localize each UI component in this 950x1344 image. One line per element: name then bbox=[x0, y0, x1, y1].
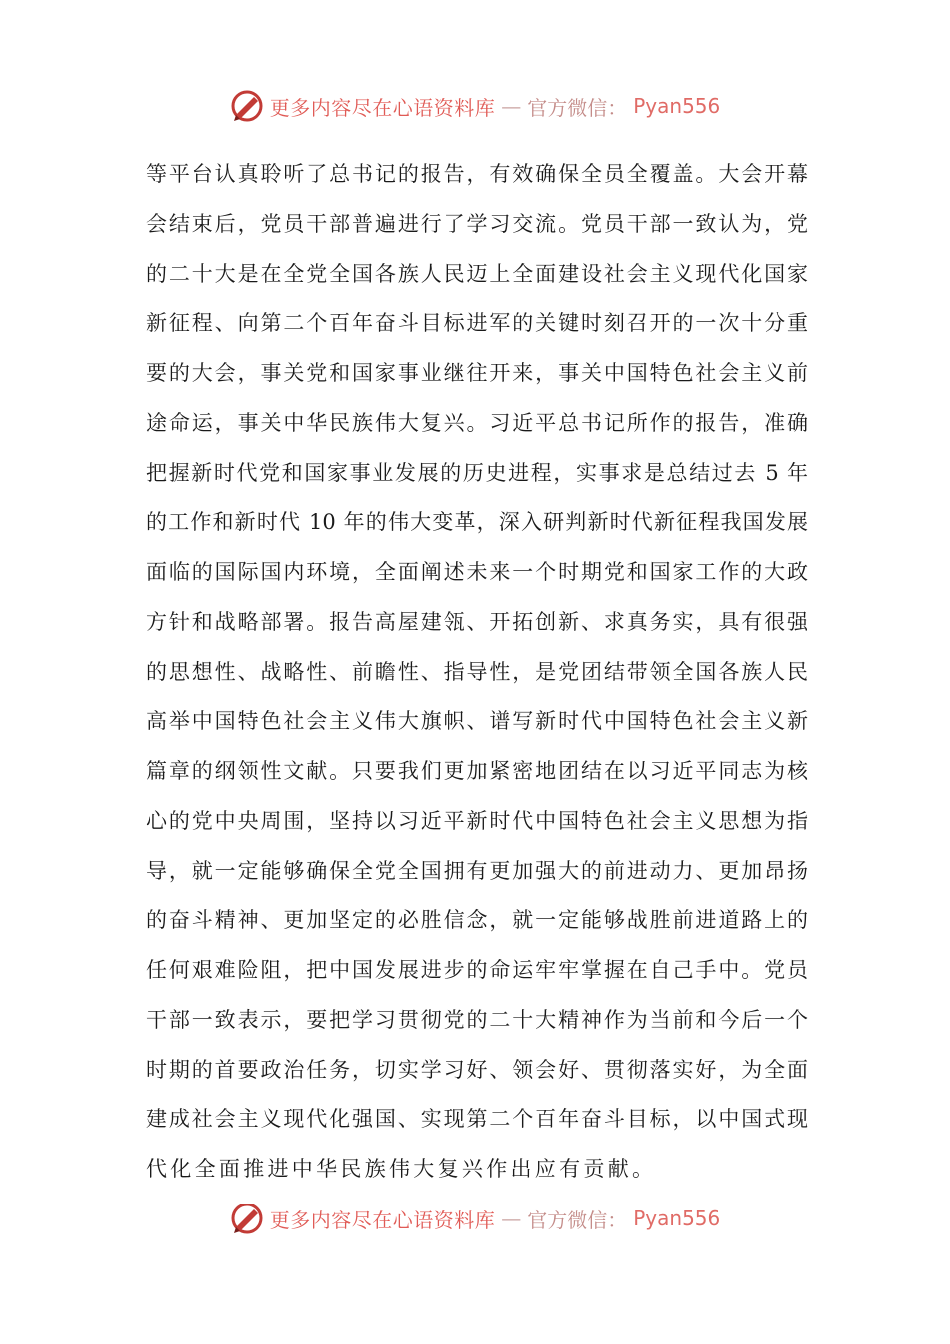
paragraph-line: 途命运，事关中华民族伟大复兴。习近平总书记所作的报告，准确 bbox=[146, 410, 808, 435]
header-watermark bbox=[0, 84, 950, 128]
paragraph-line: 的奋斗精神、更加坚定的必胜信念，就一定能够战胜前进道路上的 bbox=[146, 908, 808, 933]
paragraph-line: 方针和战略部署。报告高屋建瓴、开拓创新、求真务实，具有很强 bbox=[146, 609, 808, 634]
paragraph-line: 的思想性、战略性、前瞻性、指导性，是党团结带领全国各族人民 bbox=[146, 659, 808, 684]
paragraph-line: 把握新时代党和国家事业发展的历史进程，实事求是总结过去 5 年 bbox=[146, 460, 808, 485]
paragraph-line: 建成社会主义现代化强国、实现第二个百年奋斗目标，以中国式现 bbox=[146, 1107, 808, 1132]
paragraph-line: 导，就一定能够确保全党全国拥有更加强大的前进动力、更加昂扬 bbox=[146, 858, 808, 883]
paragraph-line: 心的党中央周围，坚持以习近平新时代中国特色社会主义思想为指 bbox=[146, 808, 808, 833]
document-body bbox=[146, 150, 808, 1195]
paragraph-line: 要的大会，事关党和国家事业继往开来，事关中国特色社会主义前 bbox=[146, 361, 808, 385]
paragraph-line: 任何艰难险阻，把中国发展进步的命运牢牢掌握在自己手中。党员 bbox=[146, 958, 808, 982]
pen-in-circle-logo-icon bbox=[230, 89, 264, 123]
watermark-text: 更多内容尽在心语资料库 bbox=[269, 95, 496, 120]
footer-watermark bbox=[0, 1204, 950, 1244]
watermark-wechat-id: Pyan556 bbox=[633, 94, 721, 118]
paragraph-line: 的工作和新时代 10 年的伟大变革，深入研判新时代新征程我国发展 bbox=[146, 510, 808, 535]
paragraph-line: 时期的首要政治任务，切实学习好、领会好、贯彻落实好，为全面 bbox=[146, 1057, 808, 1082]
paragraph-line-last: 代化全面推进中华民族伟大复兴作出应有贡献。 bbox=[146, 1157, 657, 1181]
watermark-dash: — bbox=[501, 94, 522, 118]
pen-in-circle-logo-icon bbox=[230, 1204, 264, 1235]
paragraph-line: 干部一致表示，要把学习贯彻党的二十大精神作为当前和今后一个 bbox=[146, 1007, 808, 1032]
paragraph-line: 新征程、向第二个百年奋斗目标进军的关键时刻召开的一次十分重 bbox=[146, 311, 808, 336]
paragraph-line: 面临的国际国内环境，全面阐述未来一个时期党和国家工作的大政 bbox=[146, 560, 808, 584]
watermark-text: 更多内容尽在心语资料库 bbox=[269, 1207, 496, 1232]
paragraph-line: 的二十大是在全党全国各族人民迈上全面建设社会主义现代化国家 bbox=[146, 261, 808, 286]
paragraph-line: 等平台认真聆听了总书记的报告，有效确保全员全覆盖。大会开幕 bbox=[146, 162, 808, 186]
watermark-wechat-label: 官方微信： bbox=[527, 95, 628, 120]
paragraph-line: 高举中国特色社会主义伟大旗帜、谱写新时代中国特色社会主义新 bbox=[146, 709, 808, 734]
watermark-wechat-label: 官方微信： bbox=[527, 1207, 628, 1232]
watermark-wechat-id: Pyan556 bbox=[633, 1206, 721, 1230]
paragraph-line: 会结束后，党员干部普遍进行了学习交流。党员干部一致认为，党 bbox=[146, 211, 808, 236]
paragraph-line: 篇章的纲领性文献。只要我们更加紧密地团结在以习近平同志为核 bbox=[146, 759, 808, 783]
watermark-dash: — bbox=[501, 1206, 522, 1230]
